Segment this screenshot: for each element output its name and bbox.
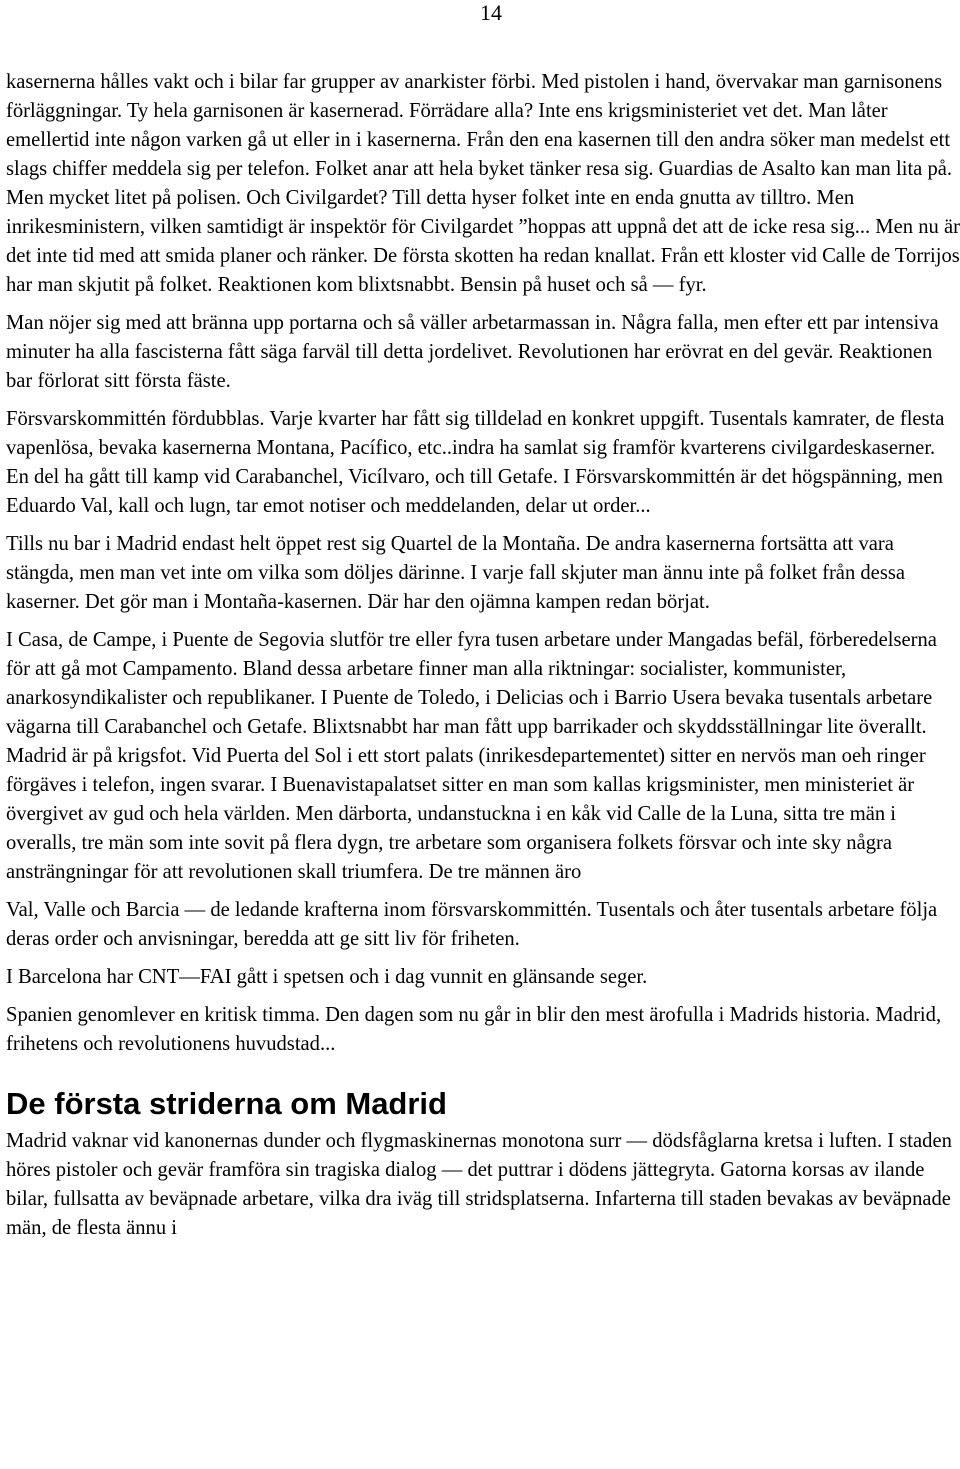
paragraph-7: I Barcelona har CNT—FAI gått i spetsen och i dag vunnit en glänsande seger. — [6, 966, 648, 988]
section-heading: De första striderna om Madrid — [6, 1086, 447, 1121]
paragraph-8: Spanien genomlever en kritisk timma. Den dagen som nu går in blir den mest ärofulla i Madrids historia. Madrid, frihetens och revolutionens huvudstad... — [6, 1004, 942, 1055]
paragraph-3: Försvarskommittén fördubblas. Varje kvarter har fått sig tilldelad en konkret uppgift. Tusentals kamrater, de flesta vapenlösa, bevaka kasernerna Montana, Pacífico, etc..indra ha samlat sig framför kvarterens civilgardeskaserner. En del ha gått till kamp vid Carabanchel, Vicílvaro, och till Getafe. I Försvarskommittén är det högspänning, men Eduardo Val, kall och lugn, tar emot notiser och meddelanden, delar ut order... — [6, 408, 945, 517]
page-number: 14 — [480, 0, 502, 25]
paragraph-4: Tills nu bar i Madrid endast helt öppet rest sig Quartel de la Montaña. De andra kasernerna fortsätta att vara stängda, men man vet inte om vilka som döljes därinne. I varje fall skjuter man ännu inte på folket från dessa kaserner. Det gör man i Montaña-kasernen. Där har den ojämna kampen redan börjat. — [6, 533, 905, 613]
paragraph-6: Val, Valle och Barcia — de ledande krafterna inom försvarskommittén. Tusentals och åter tusentals arbetare följa deras order och anvisningar, beredda att ge sitt liv för friheten. — [6, 899, 938, 950]
section-paragraph: Madrid vaknar vid kanonernas dunder och flygmaskinernas monotona surr — dödsfåglarna kretsa i luften. I staden höres pistoler och gevär framföra sin tragiska dialog — det puttrar i dödens jättegryta. Gatorna korsas av ilande bilar, fullsatta av beväpnade arbetare, vilka dra iväg till stridsplatserna. Infarterna till staden bevakas av beväpnade män, de flesta ännu i — [6, 1130, 952, 1239]
paragraph-5: I Casa, de Campe, i Puente de Segovia slutför tre eller fyra tusen arbetare under Mangadas befäl, förberedelserna för att gå mot Campamento. Bland dessa arbetare finner man alla riktningar: socialister, kommunister, anarkosyndikalister och republikaner. I Puente de Toledo, i Delicias och i Barrio Usera bevaka tusentals arbetare vägarna till Carabanchel och Getafe. Blixtsnabbt har man fått upp barrikader och skyddsställningar lite överallt. Madrid är på krigsfot. Vid Puerta del Sol i ett stort palats (inrikesdepartementet) sitter en nervös man oeh ringer förgäves i telefon, ingen svarar. I Buenavistapalatset sitter en man som kallas krigsminister, men ministeriet är övergivet av gud och hela världen. Men därborta, undanstuckna i en kåk vid Calle de la Luna, sitta tre män i overalls, tre män som inte sovit på flera dygn, tre arbetare som organisera folkets försvar och inte sky några ansträngningar för att revolutionen skall triumfera. De tre männen äro — [6, 629, 937, 883]
paragraph-2: Man nöjer sig med att bränna upp portarna och så väller arbetarmassan in. Några falla, men efter ett par intensiva minuter ha alla fascisterna fått säga farväl till detta jordelivet. Revolutionen har erövrat en del gevär. Reaktionen bar förlorat sitt första fäste. — [6, 312, 939, 392]
document-body — [6, 68, 960, 1252]
paragraph-1: kasernerna hålles vakt och i bilar far grupper av anarkister förbi. Med pistolen i hand, övervakar man garnisonens förläggningar. Ty hela garnisonen är kasernerad. Förrädare alla? Inte ens krigsministeriet vet det. Man låter emellertid inte någon varken gå ut eller in i kasernerna. Från den ena kasernen till den andra söker man medelst ett slags chiffer meddela sig per telefon. Folket anar att hela byket tänker resa sig. Guardias de Asalto kan man lita på. Men mycket litet på polisen. Och Civilgardet? Till detta hyser folket inte en enda gnutta av tilltro. Men inrikesministern, vilken samtidigt är inspektör för Civilgardet ”hoppas att uppnå det att de icke resa sig... Men nu är det inte tid med att smida planer och ränker. De första skotten ha redan knallat. Från ett kloster vid Calle de Torrijos har man skjutit på folket. Reaktionen kom blixtsnabbt. Bensin på huset och så — fyr. — [6, 71, 960, 296]
